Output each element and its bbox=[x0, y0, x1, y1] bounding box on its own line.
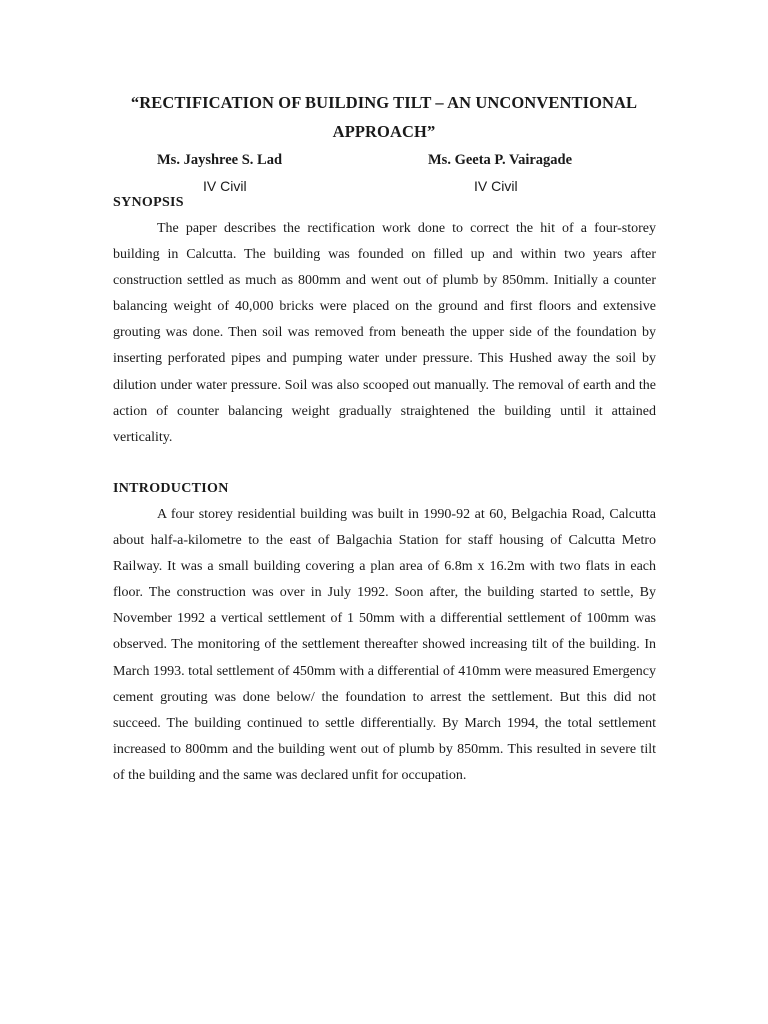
author-1-name: Ms. Jayshree S. Lad bbox=[157, 152, 283, 168]
author-2-dept: IV Civil bbox=[474, 178, 518, 194]
introduction-paragraph: A four storey residential building was built in 1990-92 at 60, Belgachia Road, Calcutta about half-a-kilometre to the east of Balgachia Station for staff housing of Calcutta Metro Railway. It was a small building covering a plan area of 6.8m x 16.2m with two flats in each floor. The construction was over in July 1992. Soon after, the building started to settle, By November 1992 a vertical settlement of 1 50mm with a differential settlement of 100mm was observed. The monitoring of the settlement thereafter showed increasing tilt of the building. In March 1993. total settlement of 450mm with a differential of 410mm were measured Emergency cement grouting was done below/ the foundation to arrest the settlement. But this did not succeed. The building continued to settle differentially. By March 1994, the total settlement increased to 800mm and the building went out of plumb by 850mm. This resulted in severe tilt of the building and the same was declared unfit for occupation. bbox=[113, 507, 656, 783]
introduction-heading: INTRODUCTION bbox=[113, 481, 229, 496]
author-2-name: Ms. Geeta P. Vairagade bbox=[428, 152, 573, 168]
synopsis-paragraph: The paper describes the rectification work done to correct the hit of a four-storey building in Calcutta. The building was founded on filled up and within two years after construction settled as much as 800mm and went out of plumb by 850mm. Initially a counter balancing weight of 40,000 bricks were placed on the ground and first floors and extensive grouting was done. Then soil was removed from beneath the upper side of the foundation by inserting perforated pipes and pumping water under pressure. This Hushed away the soil by dilution under water pressure. Soil was also scooped out manually. The removal of earth and the action of counter balancing weight gradually straightened the building until it attained verticality. bbox=[113, 221, 656, 445]
paper-title-line-2: APPROACH” bbox=[332, 122, 436, 141]
author-1-dept: IV Civil bbox=[203, 178, 247, 194]
paper-title-line-1: “RECTIFICATION OF BUILDING TILT – AN UNCONVENTIONAL bbox=[130, 93, 638, 112]
synopsis-heading: SYNOPSIS bbox=[113, 195, 184, 210]
